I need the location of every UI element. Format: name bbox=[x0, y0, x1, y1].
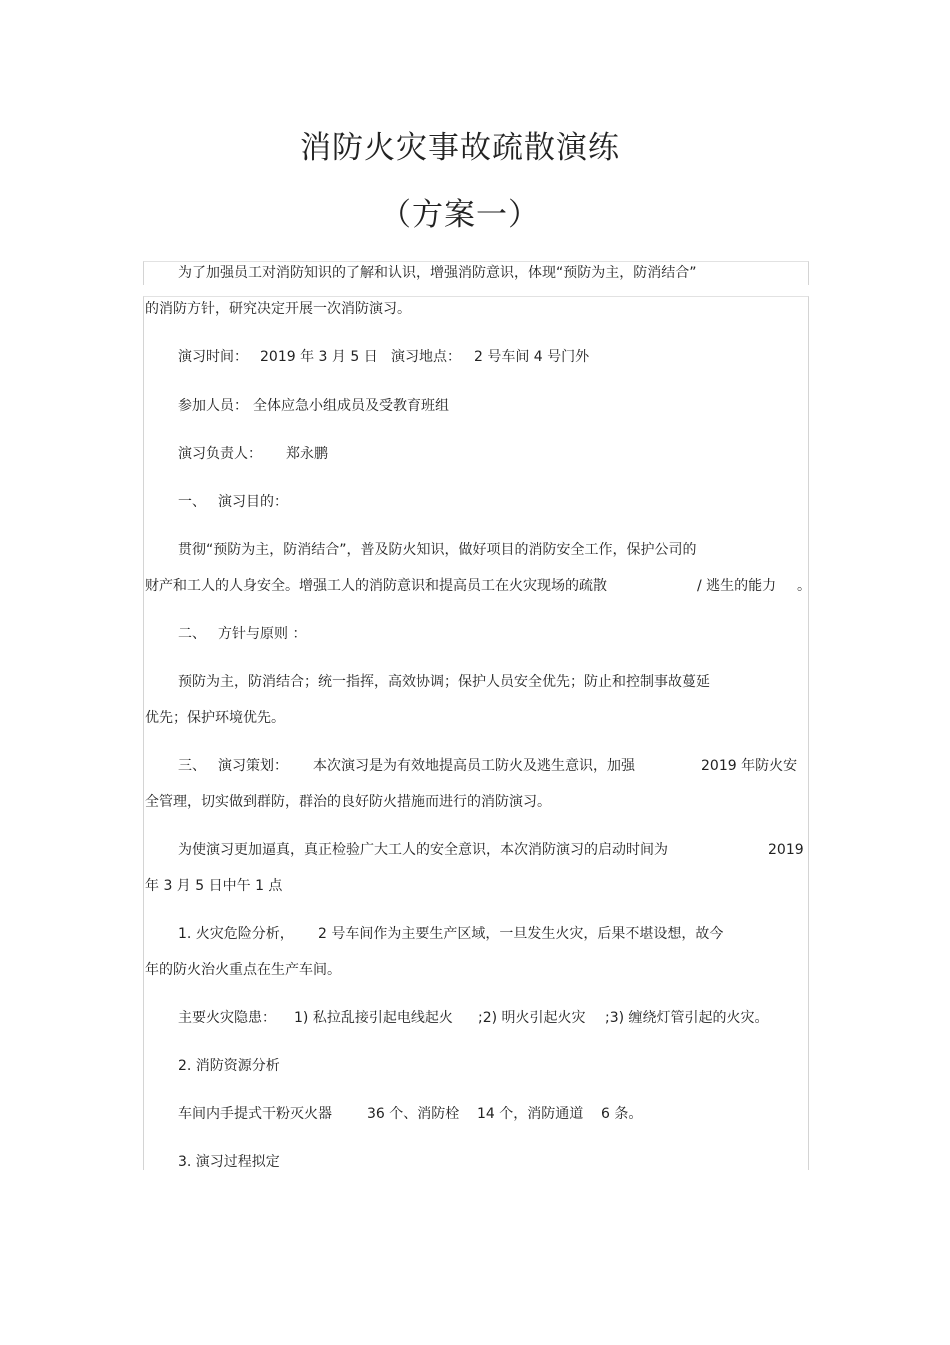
drill-time-label: 演习时间： bbox=[178, 349, 248, 365]
drill-place-label: 演习地点： bbox=[391, 349, 461, 365]
drill-time-value: 2019 年 3 月 5 日 bbox=[260, 349, 378, 365]
section-1-number: 一、 bbox=[178, 494, 206, 510]
item-1-line-1: 2 号车间作为主要生产区域，一旦发生火灾，后果不堪设想，故今 bbox=[318, 926, 724, 942]
resource-d: 6 条。 bbox=[601, 1106, 643, 1122]
drill-place-value: 2 号车间 4 号门外 bbox=[474, 349, 590, 365]
section-2-line-1: 预防为主，防消结合；统一指挥，高效协调；保护人员安全优先；防止和控制事故蔓延 bbox=[178, 674, 710, 690]
resource-c: 14 个，消防通道 bbox=[477, 1106, 584, 1122]
document-subtitle: （方案一） bbox=[380, 197, 540, 233]
section-3-para-2-line-2: 年 3 月 5 日中午 1 点 bbox=[145, 878, 283, 894]
item-1-line-2: 年的防火治火重点在生产车间。 bbox=[145, 962, 341, 978]
section-3-heading: 演习策划： bbox=[218, 758, 288, 774]
section-3-number: 三、 bbox=[178, 758, 206, 774]
intro-line-1: 为了加强员工对消防知识的了解和认识，增强消防意识，体现“预防为主，防消结合” bbox=[178, 265, 697, 281]
hazard-2: ;2) 明火引起火灾 bbox=[478, 1010, 586, 1026]
section-2-line-2: 优先；保护环境优先。 bbox=[145, 710, 285, 726]
item-2-label: 2. 消防资源分析 bbox=[178, 1058, 280, 1074]
hazard-3: ;3) 缠绕灯管引起的火灾。 bbox=[605, 1010, 769, 1026]
resource-a: 车间内手提式干粉灭火器 bbox=[178, 1106, 332, 1122]
section-3-para-2-line-1b: 2019 bbox=[768, 842, 804, 858]
section-3-line-2: 全管理，切实做到群防，群治的良好防火措施而进行的消防演习。 bbox=[145, 794, 551, 810]
resource-b: 36 个、消防栓 bbox=[367, 1106, 460, 1122]
drill-leader-label: 演习负责人： bbox=[178, 446, 262, 462]
drill-participants-value: 全体应急小组成员及受教育班组 bbox=[253, 398, 449, 414]
drill-participants-label: 参加人员： bbox=[178, 398, 248, 414]
hazards-label: 主要火灾隐患： bbox=[178, 1010, 276, 1026]
section-2-heading: 方针与原则 ： bbox=[218, 626, 307, 642]
section-3-para-2-line-1a: 为使演习更加逼真，真正检验广大工人的安全意识，本次消防演习的启动时间为 bbox=[178, 842, 668, 858]
section-1-line-2b: / 逃生的能力 bbox=[697, 578, 777, 594]
section-1-heading: 演习目的： bbox=[218, 494, 288, 510]
section-1-line-2c: 。 bbox=[797, 578, 811, 594]
intro-line-2: 的消防方针，研究决定开展一次消防演习。 bbox=[145, 301, 411, 317]
item-3-label: 3. 演习过程拟定 bbox=[178, 1154, 280, 1170]
section-3-line-1b: 2019 年防火安 bbox=[701, 758, 798, 774]
text-frame-main bbox=[143, 296, 809, 1170]
section-3-line-1a: 本次演习是为有效地提高员工防火及逃生意识，加强 bbox=[313, 758, 635, 774]
section-1-line-1: 贯彻“预防为主，防消结合”，普及防火知识，做好项目的消防安全工作，保护公司的 bbox=[178, 542, 697, 558]
hazard-1: 1) 私拉乱接引起电线起火 bbox=[294, 1010, 453, 1026]
drill-leader-value: 郑永鹏 bbox=[286, 446, 328, 462]
item-1-label: 1. 火灾危险分析， bbox=[178, 926, 294, 942]
section-1-line-2a: 财产和工人的人身安全。增强工人的消防意识和提高员工在火灾现场的疏散 bbox=[145, 578, 607, 594]
section-2-number: 二、 bbox=[178, 626, 206, 642]
document-title: 消防火灾事故疏散演练 bbox=[300, 130, 620, 166]
